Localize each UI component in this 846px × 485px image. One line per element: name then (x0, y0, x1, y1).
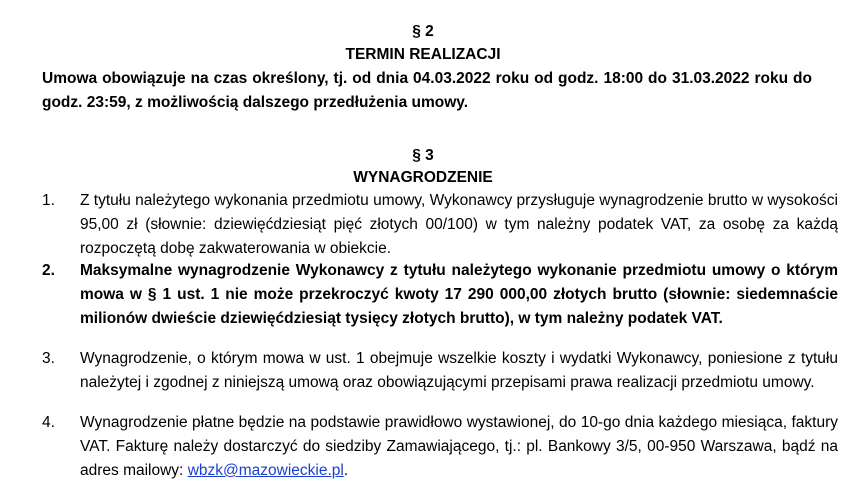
section-2-text: Umowa obowiązuje na czas określony, tj. od dnia 04.03.2022 roku od godz. 18:00 do 31.03.2022 roku do godz. 23:59, z możliwością dalszego przedłużenia umowy. (42, 70, 812, 111)
list-item-number: 4. (42, 414, 55, 431)
list-item-number: 2. (42, 262, 55, 279)
list-item-text: Wynagrodzenie, o którym mowa w ust. 1 obejmuje wszelkie koszty i wydatki Wykonawcy, poniesione z tytułu należytej i zgodnej z niniejszą umową oraz obowiązującymi przepisami prawa realizacji przedmiotu umowy. (80, 350, 838, 391)
section-2-title: TERMIN REALIZACJI (345, 46, 501, 63)
list-item-text-before: Wynagrodzenie płatne będzie na podstawie prawidłowo wystawionej, do 10-go dnia każdego miesiąca, faktury VAT. Fakturę należy dostarczyć do siedziby Zamawiającego, tj.: pl. Bankowy 3/5, 00-950 Warszawa, bądź na adres mailowy: (80, 414, 838, 479)
section-2-mark: § 2 (412, 23, 434, 40)
list-item-number: 3. (42, 350, 55, 367)
list-item-text: Z tytułu należytego wykonania przedmiotu umowy, Wykonawcy przysługuje wynagrodzenie brutto w wysokości 95,00 zł (słownie: dziewięćdziesiąt pięć złotych 00/100) w tym należny podatek VAT, za osobę za każdą rozpoczętą dobę zakwaterowania w obiekcie. (80, 192, 838, 257)
cut-off-line (0, 476, 846, 485)
list-item-text: Maksymalne wynagrodzenie Wykonawcy z tytułu należytego wykonanie przedmiotu umowy o którym mowa w § 1 ust. 1 nie może przekroczyć kwoty 17 290 000,00 złotych brutto (słownie: siedemnaście milionów dwieście dziewięćdziesiąt tysięcy złotych brutto), w tym należny podatek VAT. (80, 262, 838, 327)
email-link[interactable]: wbzk@mazowieckie.pl (187, 462, 344, 479)
list-item-text (80, 411, 838, 483)
list-item-text-after: . (343, 462, 349, 479)
section-3-title: WYNAGRODZENIE (353, 169, 493, 186)
list-item-number: 1. (42, 192, 55, 209)
section-3-mark: § 3 (412, 147, 434, 164)
